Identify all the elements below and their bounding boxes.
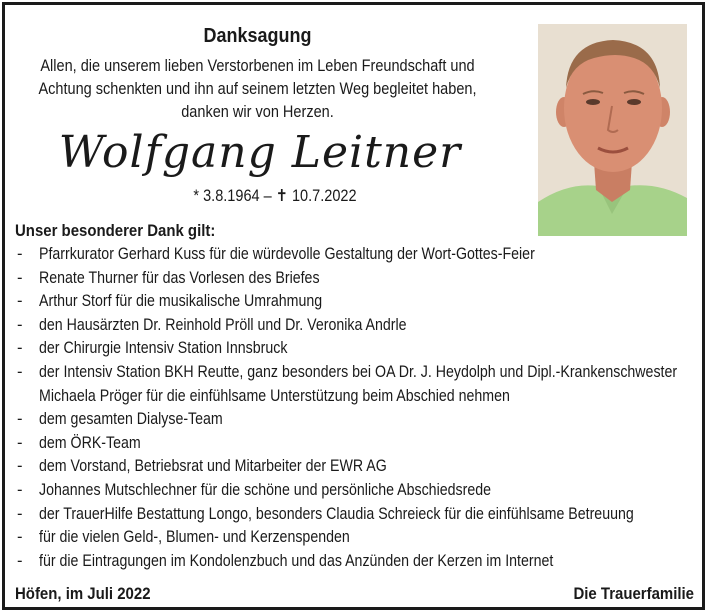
portrait-photo — [538, 24, 687, 236]
list-item — [15, 526, 705, 550]
birth-date: * 3.8.1964 – — [193, 187, 272, 205]
bullet: - — [17, 480, 23, 499]
life-dates — [187, 185, 363, 207]
bullet: - — [17, 362, 23, 381]
list-item-text: den Hausärzten Dr. Reinhold Pröll und Dr. Veronika Andrle — [39, 315, 407, 334]
bullet: - — [17, 410, 23, 429]
bullet: - — [17, 551, 23, 570]
page-title: Danksagung — [203, 25, 312, 47]
list-item — [15, 479, 705, 503]
list-item — [15, 503, 705, 527]
intro-line: danken wir von Herzen. — [181, 103, 334, 121]
list-item-text: dem ÖRK-Team — [39, 433, 141, 452]
place-date: Höfen, im Juli 2022 — [15, 584, 151, 603]
list-item — [15, 290, 705, 314]
list-item-text: dem gesamten Dialyse-Team — [39, 410, 223, 429]
intro-line: Allen, die unserem lieben Verstorbenen im Leben Freundschaft und — [40, 57, 475, 75]
list-item-text: Pfarrkurator Gerhard Kuss für die würdevolle Gestaltung der Wort-Gottes-Feier — [39, 245, 535, 263]
list-item — [15, 432, 705, 456]
bullet: - — [17, 339, 23, 358]
list-item-text: für die vielen Geld-, Blumen- und Kerzenspenden — [39, 528, 350, 547]
list-item-text: der Chirurgie Intensiv Station Innsbruck — [39, 339, 288, 358]
list-item — [15, 243, 705, 267]
list-item — [15, 267, 705, 291]
list-item-text: dem Vorstand, Betriebsrat und Mitarbeiter der EWR AG — [39, 457, 387, 476]
bullet: - — [17, 457, 23, 476]
list-item-text: Arthur Storf für die musikalische Umrahmung — [39, 292, 323, 311]
deceased-name: Wolfgang Leitner — [58, 127, 462, 178]
list-item — [15, 408, 705, 432]
bullet: - — [17, 528, 23, 547]
list-item — [15, 314, 705, 338]
intro-line: Achtung schenkten und ihn auf seinem letzten Weg begleitet haben, — [38, 80, 477, 98]
list-item-text: Johannes Mutschlechner für die schöne und persönliche Abschiedsrede — [39, 480, 492, 499]
thanks-list — [15, 243, 705, 573]
list-item — [15, 455, 705, 479]
obituary-frame — [2, 2, 705, 610]
bullet: - — [17, 245, 23, 263]
bullet: - — [17, 504, 23, 523]
signature: Die Trauerfamilie — [573, 584, 694, 603]
bullet: - — [17, 292, 23, 311]
death-date: 10.7.2022 — [291, 187, 357, 205]
header — [5, 23, 510, 124]
list-item-text: für die Eintragungen im Kondolenzbuch und das Anzünden der Kerzen im Internet — [39, 551, 554, 570]
bullet: - — [17, 433, 23, 452]
bullet: - — [17, 268, 23, 287]
bullet: - — [17, 315, 23, 334]
list-item-text: der Intensiv Station BKH Reutte, ganz besonders bei OA Dr. J. Heydolph und Dipl.-Krankenschwester Michaela Pröger für die einfühlsame Unterstützung beim Abschied nehmen — [39, 362, 678, 405]
list-item — [15, 337, 705, 361]
portrait-illustration — [538, 24, 687, 236]
list-item-text: Renate Thurner für das Vorlesen des Briefes — [39, 268, 320, 287]
thanks-heading: Unser besonderer Dank gilt: — [15, 221, 216, 240]
list-item-text: der TrauerHilfe Bestattung Longo, besonders Claudia Schreieck für die einfühlsame Betreuung — [39, 504, 634, 523]
list-item — [15, 361, 705, 408]
list-item — [15, 550, 705, 574]
cross-icon: ✝ — [275, 187, 288, 205]
